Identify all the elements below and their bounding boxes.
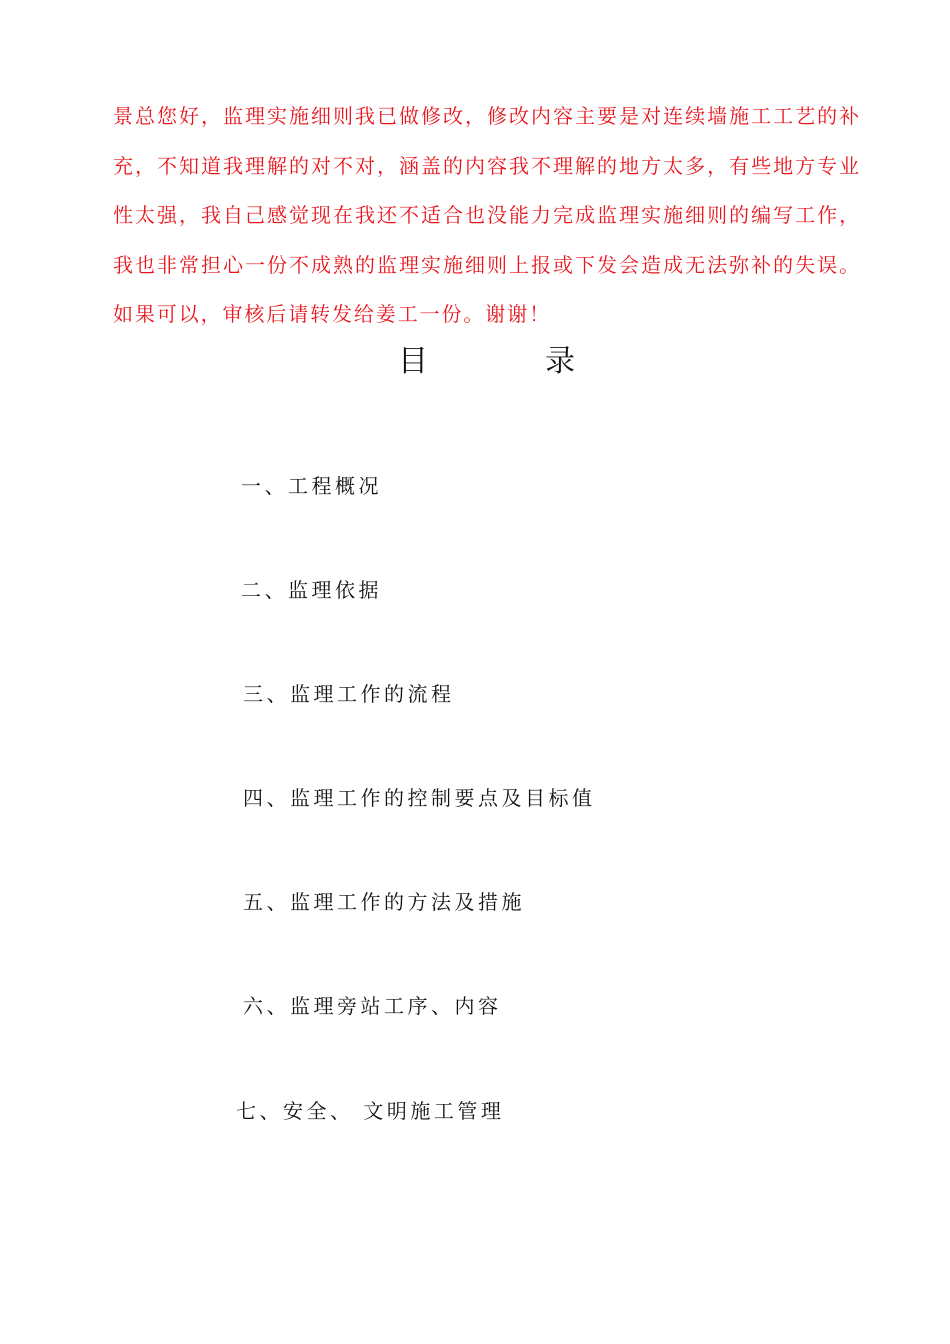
toc-item-1: 一、工程概况 (241, 474, 382, 498)
toc-title-char-2: 录 (545, 344, 575, 379)
toc-item-4: 四、监理工作的控制要点及目标值 (243, 786, 596, 810)
toc-item-2: 二、监理依据 (241, 578, 382, 602)
editor-note: 景总您好，监理实施细则我已做修改，修改内容主要是对连续墙施工工艺的补充，不知道我理解的对不对，涵盖的内容我不理解的地方太多，有些地方专业性太强，我自己感觉现在我还不适合也没能力完成监理实施细则的编写工作，我也非常担心一份不成熟的监理实施细则上报或下发会造成无法弥补的失误。如果可以，审核后请转发给姜工一份。谢谢！ (113, 104, 861, 327)
toc-item-6: 六、监理旁站工序、内容 (243, 994, 502, 1018)
toc-item-5: 五、监理工作的方法及措施 (243, 890, 525, 914)
toc-item-3: 三、监理工作的流程 (243, 682, 455, 706)
toc-item-7: 七、安全、 文明施工管理 (236, 1099, 505, 1123)
toc-title-char-1: 目 (398, 344, 428, 379)
